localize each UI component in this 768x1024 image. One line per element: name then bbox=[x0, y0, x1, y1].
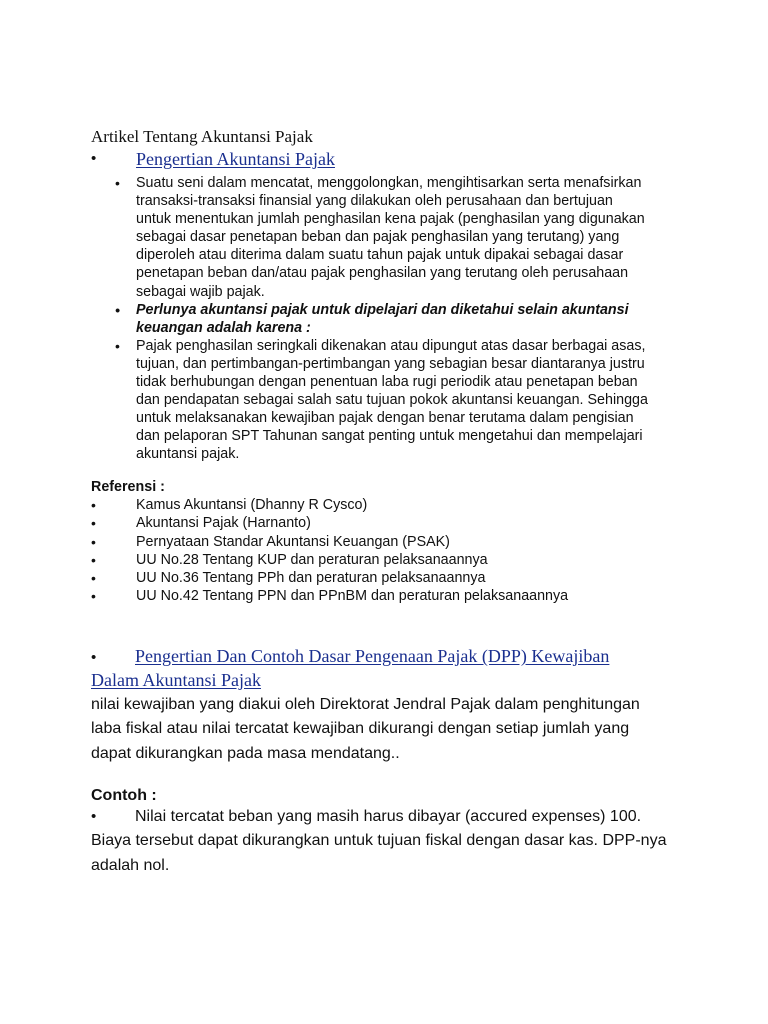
paragraph-line: adalah nol. bbox=[91, 856, 170, 874]
example-title: Contoh : bbox=[91, 787, 157, 804]
heading-dpp-link-line2[interactable]: Dalam Akuntansi Pajak bbox=[91, 670, 261, 690]
article-title: Artikel Tentang Akuntansi Pajak bbox=[91, 127, 313, 146]
list-item-line: Pajak penghasilan seringkali dikenakan atau dipungut atas dasar berbagai asas, bbox=[136, 337, 646, 354]
list-item bbox=[115, 174, 685, 301]
list-item-line: sebagai dasar penetapan beban dan pajak penghasilan yang terutang) yang bbox=[136, 229, 620, 246]
list-item-line: untuk menentukan jumlah penghasilan kena pajak (penghasilan yang digunakan bbox=[136, 211, 645, 228]
list-item-line: dan pelaporan SPT Tahunan sangat penting untuk mengetahui dan mempelajari bbox=[136, 428, 643, 445]
bullet: • bbox=[115, 337, 120, 354]
bullet: • bbox=[91, 570, 96, 587]
paragraph-line: laba fiskal atau nilai tercatat kewajiban dikurangi dengan setiap jumlah yang bbox=[91, 720, 630, 738]
paragraph-line: Nilai tercatat beban yang masih harus dibayar (accured expenses) 100. bbox=[135, 808, 642, 825]
bullet: • bbox=[115, 301, 120, 318]
list-item-line: Perlunya akuntansi pajak untuk dipelajari dan diketahui selain akuntansi bbox=[136, 301, 629, 318]
bullet: • bbox=[91, 150, 97, 167]
bullet: • bbox=[115, 175, 120, 191]
references-title: Referensi : bbox=[91, 479, 165, 495]
paragraph-line: nilai kewajiban yang diakui oleh Direktorat Jendral Pajak dalam penghitungan bbox=[91, 696, 640, 713]
list-item-line: akuntansi pajak. bbox=[136, 446, 240, 463]
list-item-line: tidak berhubungan dengan penentuan laba rugi periodik atau penetapan beban bbox=[136, 374, 638, 391]
list-item-line: sebagai wajib pajak. bbox=[136, 283, 265, 300]
reference-item bbox=[91, 533, 691, 551]
list-item-emphasis bbox=[115, 301, 685, 337]
reference-text: Pernyataan Standar Akuntansi Keuangan (PSAK) bbox=[136, 533, 450, 550]
reference-text: UU No.28 Tentang KUP dan peraturan pelaksanaannya bbox=[136, 551, 488, 568]
bullet: • bbox=[91, 515, 96, 532]
list-item-line: Suatu seni dalam mencatat, menggolongkan, mengihtisarkan serta menafsirkan bbox=[136, 175, 642, 191]
reference-item bbox=[91, 587, 691, 605]
reference-text: UU No.36 Tentang PPh dan peraturan pelaksanaannya bbox=[136, 570, 486, 587]
bullet: • bbox=[91, 551, 96, 568]
bullet: • bbox=[91, 808, 97, 825]
heading-dpp-link-line1[interactable]: Pengertian Dan Contoh Dasar Pengenaan Pajak (DPP) Kewajiban bbox=[135, 646, 610, 666]
paragraph-line: dapat dikurangkan pada masa mendatang.. bbox=[91, 744, 400, 762]
list-item-line: dan pendapatan sebagai salah satu tujuan pokok akuntansi keuangan. Sehingga bbox=[136, 392, 648, 409]
definition-list bbox=[115, 174, 685, 464]
bullet: • bbox=[91, 588, 96, 605]
reference-item bbox=[91, 514, 691, 532]
bullet: • bbox=[91, 497, 96, 513]
list-item-line: tujuan, dan pertimbangan-pertimbangan yang sebagian besar diantaranya justru bbox=[136, 355, 645, 372]
references-list bbox=[91, 496, 691, 606]
heading-pengertian-akuntansi-pajak[interactable]: Pengertian Akuntansi Pajak bbox=[136, 149, 335, 169]
list-item-line: untuk melaksanakan kewajiban pajak dengan benar terutama dalam pengisian bbox=[136, 410, 634, 427]
heading-dpp-section bbox=[91, 645, 691, 692]
example-paragraph bbox=[91, 805, 691, 878]
list-item-line: penetapan beban dan/atau pajak penghasilan yang terutang oleh perusahaan bbox=[136, 265, 629, 282]
list-item-line: keuangan adalah karena : bbox=[136, 319, 311, 336]
paragraph-line: Biaya tersebut dapat dikurangkan untuk tujuan fiskal dengan dasar kas. DPP-nya bbox=[91, 832, 667, 850]
bullet: • bbox=[91, 649, 97, 666]
reference-text: Akuntansi Pajak (Harnanto) bbox=[136, 515, 311, 532]
dpp-paragraph bbox=[91, 693, 681, 766]
list-item bbox=[115, 337, 685, 464]
reference-item bbox=[91, 496, 691, 514]
reference-item bbox=[91, 569, 691, 587]
reference-item bbox=[91, 551, 691, 569]
reference-text: UU No.42 Tentang PPN dan PPnBM dan peraturan pelaksanaannya bbox=[136, 588, 569, 605]
list-item-line: diperoleh atau diterima dalam suatu tahun pajak untuk dipakai sebagai dasar bbox=[136, 247, 624, 264]
list-item-line: transaksi-transaksi finansial yang dilakukan oleh perusahaan dan bertujuan bbox=[136, 193, 613, 210]
bullet: • bbox=[91, 533, 96, 550]
reference-text: Kamus Akuntansi (Dhanny R Cysco) bbox=[136, 497, 368, 513]
